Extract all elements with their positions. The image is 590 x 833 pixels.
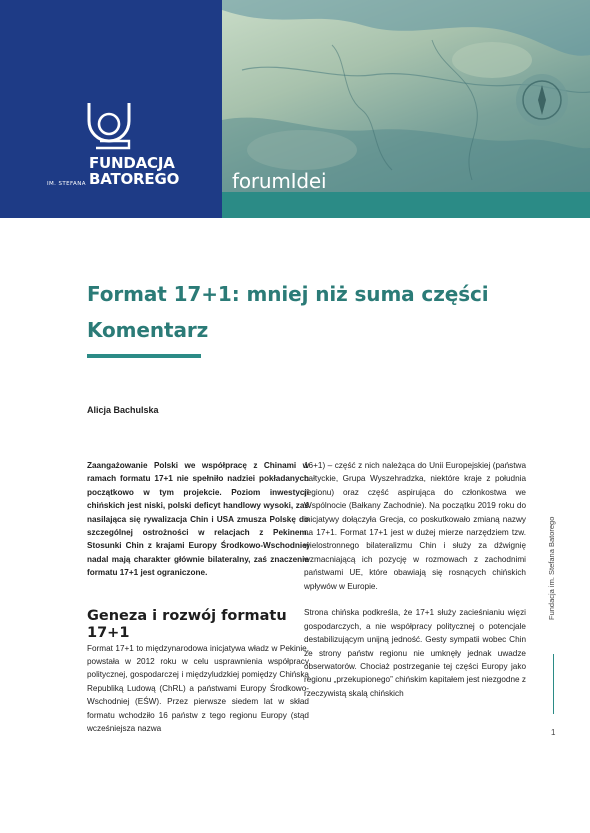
- right-column: [304, 459, 526, 700]
- compass-icon: [516, 74, 568, 126]
- lead-paragraph: Zaangażowanie Polski we współpracę z Chinami w ramach formatu 17+1 nie spełniło nadziei pokładanych początkowo w tym projekcie. Poziom inwestycji chińskich jest niski, polski deficyt handlowy wysoki, zaś nasilająca się rywalizacja Chin i USA zmusza Polskę do szczególnej ostrożności w relacjach z Pekinem. Stosunki Chin z krajami Europy Środkowo-Wschodniej nadal mają charakter głównie bilateralny, zaś znaczenie formatu 17+1 jest ograniczone.: [87, 461, 309, 578]
- article-title: Format 17+1: mniej niż suma części: [87, 282, 489, 306]
- forum-idei-brand: forumIdei: [232, 169, 327, 193]
- logo-name-line2: BATOREGO: [89, 170, 180, 188]
- section-heading: Geneza i rozwój formatu 17+1: [87, 607, 287, 641]
- right-paragraph-1: 16+1) – część z nich należąca do Unii Europejskiej (państwa bałtyckie, Grupa Wyszehradzka, niektóre kraje z południa regionu) oraz część aspirująca do członkostwa we Wspólnocie (Bałkany Zachodnie). Na początku 2019 roku do inicjatywy dołączyła Grecja, co poskutkowało zmianą nazwy na 17+1. Format 17+1 jest w dużej mierze narzędziem tzw. wielostronnego bilateralizmu Chin i służy za dźwignię wzmacniającą ich pozycję w rozmowach z zachodnimi państwami UE, które obawiają się rosnących chińskich wpływów w Europie.: [304, 461, 526, 591]
- header-teal-bar: [222, 192, 590, 218]
- foundation-logo-text: [89, 155, 179, 187]
- side-foundation-label: Fundacja im. Stefana Batorego: [547, 516, 556, 620]
- article-author: Alicja Bachulska: [87, 405, 159, 415]
- logo-prefix: IM. STEFANA: [47, 181, 86, 187]
- foundation-emblem-icon: [86, 101, 132, 151]
- page-header: [0, 0, 590, 218]
- left-column: [87, 459, 309, 736]
- header-map-image: [222, 0, 590, 192]
- side-rule: [553, 654, 554, 714]
- title-underline: [87, 354, 201, 358]
- right-paragraph-2: Strona chińska podkreśla, że 17+1 służy zacieśnianiu więzi gospodarczych, a nie współpracy politycznej o potencjale destabilizującym unijną jedność. Gesty sympatii wobec Chin ze strony państw regionu nie umknęły jednak uwadze obserwatorów. Chociaż postrzeganie tej części Europy jako regionu „przekupionego” chińskim kapitałem jest niezgodne z rzeczywistą skalą chińskich: [304, 608, 526, 698]
- foundation-logo-block: [0, 0, 222, 218]
- europe-map-illustration: [222, 0, 590, 192]
- page-number: 1: [551, 728, 556, 737]
- section-paragraph: Format 17+1 to międzynarodowa inicjatywa władz w Pekinie, powstała w 2012 roku w celu usprawnienia współpracy politycznej, gospodarczej i międzyludzkiej pomiędzy Chińską Republiką Ludową (ChRL) a państwami Europy Środkowo-Wschodniej (EŚW). Przez pierwsze siedem lat w skład formatu wchodziło 16 państw z tego regionu Europy (stąd wcześniejsza nazwa: [87, 643, 309, 734]
- logo-name-line1: FUNDACJA: [89, 154, 175, 172]
- article-subtitle: Komentarz: [87, 318, 209, 342]
